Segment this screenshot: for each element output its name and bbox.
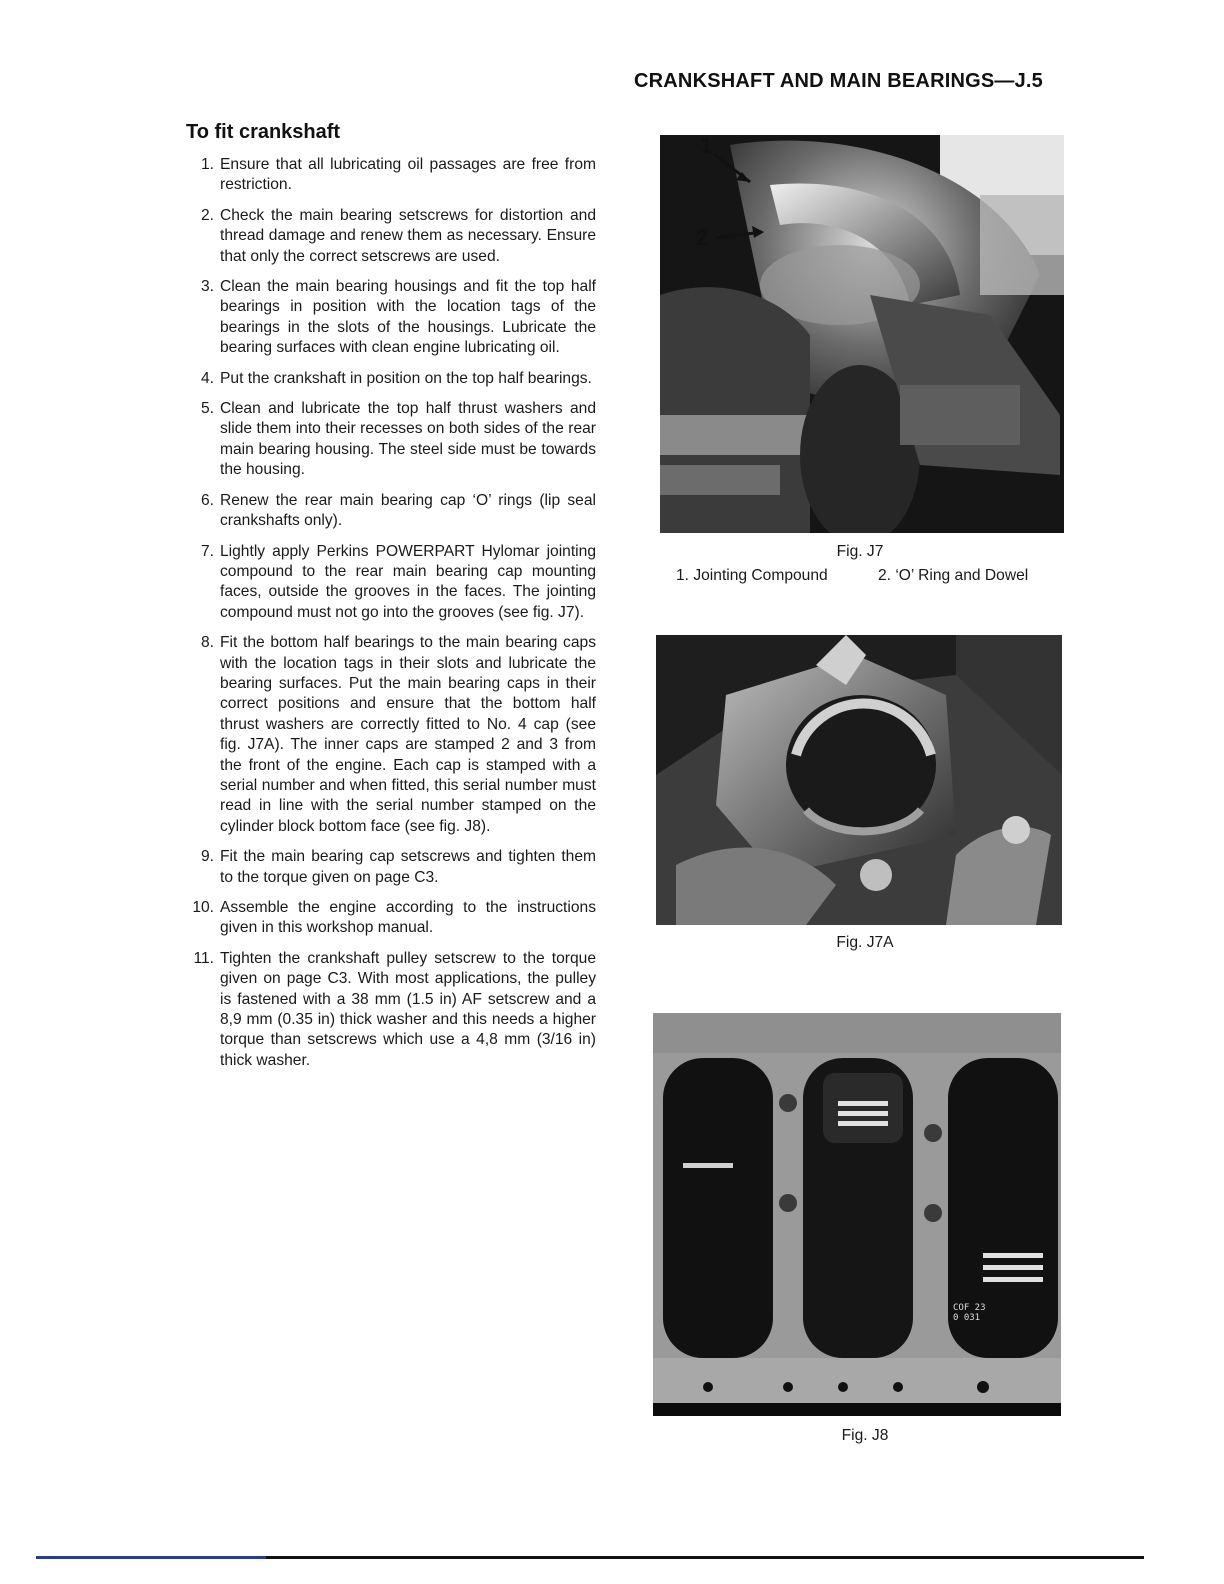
figure-j7a-photo — [656, 635, 1062, 925]
step-1 — [178, 155, 596, 196]
step-3 — [178, 277, 596, 359]
step-6 — [178, 491, 596, 532]
page-header: CRANKSHAFT AND MAIN BEARINGS—J.5 — [634, 70, 1044, 92]
figure-j7a-label: Fig. J7A — [836, 934, 894, 951]
step-text: Assemble the engine according to the instructions given in this workshop manual. — [220, 899, 596, 937]
step-number: 1. — [200, 156, 214, 173]
step-number: 7. — [200, 542, 214, 560]
figure-j7-callout-1: 1 — [700, 133, 713, 158]
step-text: Renew the rear main bearing cap ‘O’ rings (lip seal crankshafts only). — [220, 491, 596, 530]
figure-j7-callout-2: 2 — [696, 225, 709, 250]
figure-j8-photo — [653, 1013, 1061, 1416]
figure-j7-leader-lines — [706, 140, 776, 250]
figure-j8-stamp: COF 230 031 — [953, 1303, 986, 1323]
step-number: 9. — [200, 848, 214, 866]
step-number: 5. — [200, 400, 214, 418]
procedure-steps — [178, 155, 596, 1081]
step-number: 11. — [193, 949, 214, 967]
step-text: Check the main bearing setscrews for distortion and thread damage and renew them as necessary. Ensure that only the correct setscrews are used. — [220, 206, 596, 265]
step-5 — [178, 399, 596, 481]
step-text: Clean and lubricate the top half thrust washers and slide them into their recesses on both sides of the rear main bearing housing. The steel side must be towards the housing. — [220, 400, 596, 479]
step-text: Tighten the crankshaft pulley setscrew to the torque given on page C3. With most applications, the pulley is fastened with a 38 mm (1.5 in) AF setscrew and a 8,9 mm (0.35 in) thick washer and this needs a higher torque than setscrews which use a 4,8 mm (3/16 in) thick washer. — [220, 949, 596, 1069]
step-number: 4. — [200, 369, 214, 387]
step-text: Ensure that all lubricating oil passages are free from restriction. — [220, 156, 596, 194]
step-10 — [178, 898, 596, 939]
figure-j8-label: Fig. J8 — [841, 1427, 889, 1444]
step-number: 3. — [200, 278, 214, 296]
step-number: 10. — [192, 899, 214, 916]
step-number: 8. — [200, 634, 214, 652]
figure-j7-legend-2: 2. ‘O’ Ring and Dowel — [878, 567, 1029, 584]
figure-j7-legend-1: 1. Jointing Compound — [676, 567, 828, 584]
step-text: Put the crankshaft in position on the top half bearings. — [220, 369, 592, 387]
step-text: Fit the bottom half bearings to the main bearing caps with the location tags in their slots and lubricate the bearing surfaces. Put the main bearing caps in their correct positions and ensure that the bottom half thrust washers are correctly fitted to No. 4 cap (see fig. J7A). The inner caps are stamped 2 and 3 from the front of the engine. Each cap is stamped with a serial number and when fitted, this serial number must read in line with the serial number stamped on the cylinder block bottom face (see fig. J8). — [220, 634, 596, 835]
step-number: 6. — [200, 491, 214, 509]
step-2 — [178, 206, 596, 267]
step-8 — [178, 633, 596, 837]
figure-j7-label: Fig. J7 — [836, 543, 884, 560]
step-number: 2. — [200, 206, 214, 224]
step-text: Lightly apply Perkins POWERPART Hylomar jointing compound to the rear main bearing cap mounting faces, outside the grooves in the faces. The jointing compound must not go into the grooves (see fig. J7). — [220, 542, 596, 621]
section-title: To fit crankshaft — [186, 121, 341, 143]
step-text: Clean the main bearing housings and fit the top half bearings in position with the location tags of the bearings in the slots of the housings. Lubricate the bearing surfaces with clean engine lubricating oil. — [220, 278, 596, 357]
step-text: Fit the main bearing cap setscrews and tighten them to the torque given on page C3. — [220, 848, 596, 886]
step-11 — [178, 949, 596, 1071]
page-bottom-rule-accent — [36, 1556, 266, 1559]
step-9 — [178, 847, 596, 888]
step-4 — [178, 369, 596, 389]
step-7 — [178, 542, 596, 624]
